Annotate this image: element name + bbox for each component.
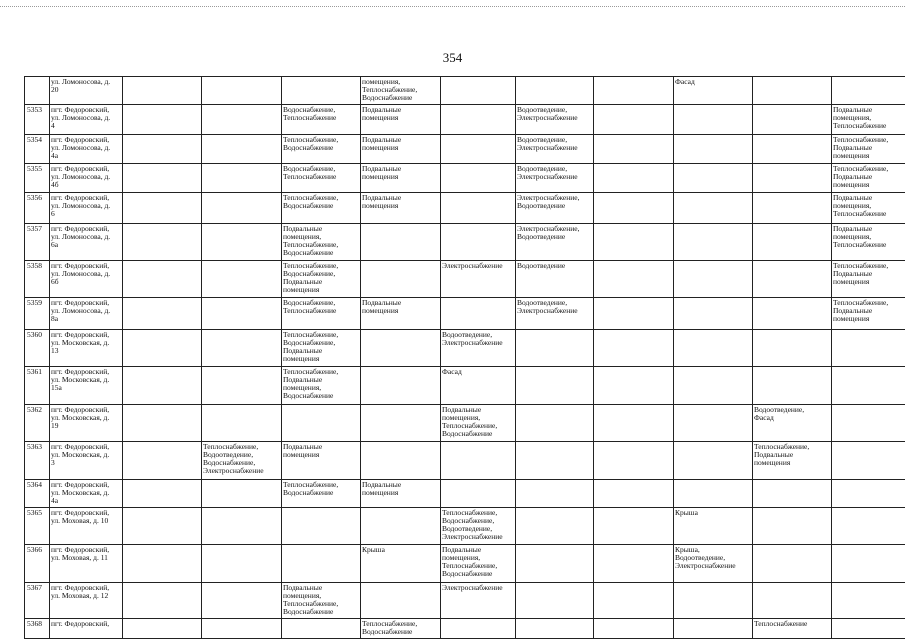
table-row bbox=[25, 545, 905, 583]
work-cell bbox=[361, 330, 441, 367]
work-cell bbox=[594, 330, 674, 367]
work-cell bbox=[753, 164, 832, 193]
work-cell bbox=[594, 261, 674, 298]
work-cell: Теплоснабжение, Подвальные помещения bbox=[832, 135, 905, 164]
work-cell bbox=[361, 367, 441, 405]
work-cell bbox=[832, 583, 905, 619]
work-cell bbox=[832, 545, 905, 583]
work-cell bbox=[832, 442, 905, 480]
work-cell: Фасад bbox=[674, 77, 753, 105]
row-number: 5367 bbox=[25, 583, 50, 619]
work-cell bbox=[282, 545, 361, 583]
address-cell: пгт. Федоровский, ул. Московская, д. 3 bbox=[50, 442, 123, 480]
work-cell: Водоотведение, Электроснабжение bbox=[516, 135, 594, 164]
scan-edge-line bbox=[0, 6, 905, 7]
work-cell bbox=[594, 77, 674, 105]
row-number: 5360 bbox=[25, 330, 50, 367]
work-cell: Подвальные помещения bbox=[361, 193, 441, 224]
work-cell bbox=[123, 105, 202, 135]
work-cell bbox=[832, 367, 905, 405]
work-cell bbox=[516, 583, 594, 619]
work-cell bbox=[516, 367, 594, 405]
row-number bbox=[25, 77, 50, 105]
work-cell bbox=[123, 330, 202, 367]
work-cell bbox=[516, 405, 594, 442]
work-cell bbox=[123, 224, 202, 261]
work-cell bbox=[674, 105, 753, 135]
work-cell bbox=[594, 193, 674, 224]
table-row bbox=[25, 77, 905, 105]
work-cell bbox=[202, 164, 282, 193]
work-cell bbox=[594, 405, 674, 442]
work-cell bbox=[674, 619, 753, 639]
table-row bbox=[25, 480, 905, 508]
table-row bbox=[25, 298, 905, 330]
work-cell bbox=[753, 298, 832, 330]
row-number: 5353 bbox=[25, 105, 50, 135]
row-number: 5362 bbox=[25, 405, 50, 442]
work-cell bbox=[202, 105, 282, 135]
work-cell bbox=[202, 583, 282, 619]
work-cell bbox=[594, 298, 674, 330]
work-cell: Подвальные помещения bbox=[361, 105, 441, 135]
work-cell bbox=[594, 135, 674, 164]
row-number: 5355 bbox=[25, 164, 50, 193]
work-cell: Теплоснабжение, Водоотведение, Водоснабжение, Электроснабжение bbox=[202, 442, 282, 480]
work-cell: Подвальные помещения, Теплоснабжение, Водоснабжение bbox=[282, 583, 361, 619]
repair-schedule-table bbox=[24, 76, 905, 639]
work-cell bbox=[594, 164, 674, 193]
table-row bbox=[25, 105, 905, 135]
row-number: 5361 bbox=[25, 367, 50, 405]
work-cell bbox=[202, 545, 282, 583]
work-cell bbox=[441, 224, 516, 261]
table-body bbox=[25, 77, 905, 639]
work-cell bbox=[594, 367, 674, 405]
row-number: 5358 bbox=[25, 261, 50, 298]
work-cell bbox=[282, 405, 361, 442]
work-cell bbox=[123, 367, 202, 405]
work-cell: Теплоснабжение, Водоснабжение bbox=[282, 135, 361, 164]
table-row bbox=[25, 330, 905, 367]
work-cell bbox=[441, 77, 516, 105]
work-cell bbox=[753, 545, 832, 583]
work-cell bbox=[832, 330, 905, 367]
work-cell bbox=[516, 77, 594, 105]
address-cell: пгт. Федоровский, bbox=[50, 619, 123, 639]
work-cell bbox=[516, 545, 594, 583]
table-row bbox=[25, 508, 905, 545]
work-cell bbox=[441, 619, 516, 639]
work-cell bbox=[123, 545, 202, 583]
work-cell bbox=[123, 261, 202, 298]
work-cell bbox=[674, 442, 753, 480]
work-cell bbox=[202, 298, 282, 330]
work-cell bbox=[202, 405, 282, 442]
work-cell bbox=[123, 619, 202, 639]
work-cell bbox=[674, 298, 753, 330]
work-cell bbox=[202, 367, 282, 405]
address-cell: пгт. Федоровский, ул. Московская, д. 15а bbox=[50, 367, 123, 405]
work-cell bbox=[361, 508, 441, 545]
address-cell: пгт. Федоровский, ул. Московская, д. 13 bbox=[50, 330, 123, 367]
work-cell bbox=[361, 261, 441, 298]
table-row bbox=[25, 261, 905, 298]
work-cell: Теплоснабжение, Подвальные помещения bbox=[832, 261, 905, 298]
work-cell: Подвальные помещения, Теплоснабжение, Водоснабжение bbox=[441, 405, 516, 442]
work-cell bbox=[753, 583, 832, 619]
work-cell bbox=[361, 442, 441, 480]
work-cell bbox=[441, 480, 516, 508]
row-number: 5365 bbox=[25, 508, 50, 545]
work-cell bbox=[832, 405, 905, 442]
work-cell: Электроснабжение bbox=[441, 261, 516, 298]
address-cell: пгт. Федоровский, ул. Ломоносова, д. 4 bbox=[50, 105, 123, 135]
work-cell bbox=[674, 164, 753, 193]
work-cell: Крыша bbox=[674, 508, 753, 545]
work-cell: Водоотведение, Фасад bbox=[753, 405, 832, 442]
work-cell: Подвальные помещения, Теплоснабжение bbox=[832, 105, 905, 135]
work-cell bbox=[674, 367, 753, 405]
work-cell: Водоотведение, Электроснабжение bbox=[516, 298, 594, 330]
work-cell bbox=[516, 619, 594, 639]
work-cell bbox=[441, 298, 516, 330]
table-row bbox=[25, 367, 905, 405]
work-cell bbox=[674, 583, 753, 619]
work-cell: Фасад bbox=[441, 367, 516, 405]
table-row bbox=[25, 442, 905, 480]
work-cell bbox=[674, 480, 753, 508]
address-cell: пгт. Федоровский, ул. Моховая, д. 12 bbox=[50, 583, 123, 619]
address-cell: пгт. Федоровский, ул. Ломоносова, д. 4б bbox=[50, 164, 123, 193]
work-cell bbox=[753, 508, 832, 545]
work-cell: Подвальные помещения bbox=[361, 480, 441, 508]
work-cell: Теплоснабжение, Водоснабжение bbox=[282, 193, 361, 224]
table-row bbox=[25, 583, 905, 619]
page-number: 354 bbox=[442, 50, 463, 65]
work-cell: Теплоснабжение bbox=[753, 619, 832, 639]
work-cell: Подвальные помещения, Теплоснабжение bbox=[832, 224, 905, 261]
work-cell bbox=[516, 442, 594, 480]
work-cell bbox=[202, 77, 282, 105]
work-cell bbox=[202, 330, 282, 367]
work-cell bbox=[753, 330, 832, 367]
work-cell bbox=[753, 77, 832, 105]
work-cell bbox=[674, 193, 753, 224]
address-cell: пгт. Федоровский, ул. Ломоносова, д. 6а bbox=[50, 224, 123, 261]
work-cell bbox=[282, 619, 361, 639]
work-cell: Электроснабжение, Водоотведение bbox=[516, 224, 594, 261]
work-cell: Водоснабжение, Теплоснабжение bbox=[282, 105, 361, 135]
work-cell bbox=[361, 583, 441, 619]
work-cell bbox=[441, 193, 516, 224]
work-cell: помещения, Теплоснабжение, Водоснабжение bbox=[361, 77, 441, 105]
address-cell: пгт. Федоровский, ул. Ломоносова, д. 8а bbox=[50, 298, 123, 330]
work-cell bbox=[282, 508, 361, 545]
work-cell bbox=[202, 261, 282, 298]
work-cell bbox=[753, 224, 832, 261]
work-cell: Электроснабжение bbox=[441, 583, 516, 619]
work-cell: Водоснабжение, Теплоснабжение bbox=[282, 164, 361, 193]
work-cell bbox=[674, 135, 753, 164]
address-cell: пгт. Федоровский, ул. Моховая, д. 11 bbox=[50, 545, 123, 583]
row-number: 5364 bbox=[25, 480, 50, 508]
row-number: 5354 bbox=[25, 135, 50, 164]
work-cell bbox=[202, 480, 282, 508]
work-cell bbox=[753, 480, 832, 508]
work-cell bbox=[202, 619, 282, 639]
work-cell bbox=[123, 442, 202, 480]
work-cell bbox=[361, 405, 441, 442]
row-number: 5363 bbox=[25, 442, 50, 480]
work-cell: Теплоснабжение, Водоснабжение, Подвальные помещения bbox=[282, 261, 361, 298]
work-cell bbox=[123, 193, 202, 224]
row-number: 5366 bbox=[25, 545, 50, 583]
work-cell bbox=[594, 619, 674, 639]
work-cell: Электроснабжение, Водоотведение bbox=[516, 193, 594, 224]
work-cell bbox=[832, 619, 905, 639]
table-row bbox=[25, 164, 905, 193]
work-cell bbox=[441, 135, 516, 164]
address-cell: пгт. Федоровский, ул. Ломоносова, д. 4а bbox=[50, 135, 123, 164]
work-cell bbox=[516, 480, 594, 508]
work-cell bbox=[202, 508, 282, 545]
work-cell bbox=[832, 480, 905, 508]
work-cell bbox=[832, 508, 905, 545]
work-cell bbox=[123, 135, 202, 164]
work-cell bbox=[361, 224, 441, 261]
work-cell bbox=[594, 480, 674, 508]
work-cell bbox=[594, 508, 674, 545]
work-cell: Водоотведение, Электроснабжение bbox=[441, 330, 516, 367]
work-cell bbox=[594, 224, 674, 261]
address-cell: ул. Ломоносова, д. 20 bbox=[50, 77, 123, 105]
work-cell bbox=[123, 164, 202, 193]
work-cell: Подвальные помещения bbox=[361, 135, 441, 164]
table-row bbox=[25, 224, 905, 261]
work-cell: Подвальные помещения bbox=[282, 442, 361, 480]
work-cell: Теплоснабжение, Водоснабжение bbox=[282, 480, 361, 508]
work-cell: Водоснабжение, Теплоснабжение bbox=[282, 298, 361, 330]
work-cell bbox=[123, 405, 202, 442]
work-cell: Теплоснабжение, Подвальные помещения bbox=[832, 298, 905, 330]
work-cell bbox=[282, 77, 361, 105]
table-row bbox=[25, 135, 905, 164]
work-cell bbox=[753, 193, 832, 224]
address-cell: пгт. Федоровский, ул. Ломоносова, д. 6 bbox=[50, 193, 123, 224]
work-cell: Крыша bbox=[361, 545, 441, 583]
work-cell bbox=[753, 135, 832, 164]
table-row bbox=[25, 193, 905, 224]
work-cell: Теплоснабжение, Подвальные помещения bbox=[753, 442, 832, 480]
work-cell: Подвальные помещения, Теплоснабжение bbox=[832, 193, 905, 224]
work-cell bbox=[202, 193, 282, 224]
table-row bbox=[25, 405, 905, 442]
address-cell: пгт. Федоровский, ул. Московская, д. 4а bbox=[50, 480, 123, 508]
address-cell: пгт. Федоровский, ул. Моховая, д. 10 bbox=[50, 508, 123, 545]
work-cell: Подвальные помещения, Теплоснабжение, Водоснабжение bbox=[282, 224, 361, 261]
work-cell bbox=[594, 105, 674, 135]
row-number: 5356 bbox=[25, 193, 50, 224]
work-cell: Подвальные помещения bbox=[361, 164, 441, 193]
work-cell bbox=[516, 330, 594, 367]
work-cell: Водоотведение, Электроснабжение bbox=[516, 164, 594, 193]
work-cell bbox=[123, 583, 202, 619]
row-number: 5368 bbox=[25, 619, 50, 639]
work-cell: Теплоснабжение, Водоснабжение, Подвальные помещения bbox=[282, 330, 361, 367]
work-cell bbox=[753, 261, 832, 298]
work-cell bbox=[753, 105, 832, 135]
work-cell bbox=[674, 405, 753, 442]
row-number: 5357 bbox=[25, 224, 50, 261]
work-cell bbox=[202, 135, 282, 164]
work-cell bbox=[441, 164, 516, 193]
work-cell: Теплоснабжение, Подвальные помещения, Водоснабжение bbox=[282, 367, 361, 405]
work-cell bbox=[674, 330, 753, 367]
work-cell bbox=[594, 545, 674, 583]
work-cell bbox=[832, 77, 905, 105]
row-number: 5359 bbox=[25, 298, 50, 330]
work-cell bbox=[123, 480, 202, 508]
work-cell bbox=[202, 224, 282, 261]
work-cell bbox=[753, 367, 832, 405]
table-row bbox=[25, 619, 905, 639]
work-cell bbox=[674, 224, 753, 261]
work-cell: Подвальные помещения bbox=[361, 298, 441, 330]
work-cell: Подвальные помещения, Теплоснабжение, Водоснабжение bbox=[441, 545, 516, 583]
work-cell: Теплоснабжение, Подвальные помещения bbox=[832, 164, 905, 193]
work-cell bbox=[441, 105, 516, 135]
work-cell bbox=[674, 261, 753, 298]
work-cell bbox=[123, 298, 202, 330]
address-cell: пгт. Федоровский, ул. Московская, д. 19 bbox=[50, 405, 123, 442]
address-cell: пгт. Федоровский, ул. Ломоносова, д. 6б bbox=[50, 261, 123, 298]
work-cell bbox=[594, 583, 674, 619]
work-cell bbox=[594, 442, 674, 480]
work-cell: Теплоснабжение, Водоснабжение bbox=[361, 619, 441, 639]
work-cell: Теплоснабжение, Водоснабжение, Водоотведение, Электроснабжение bbox=[441, 508, 516, 545]
work-cell bbox=[123, 508, 202, 545]
work-cell bbox=[441, 442, 516, 480]
work-cell bbox=[123, 77, 202, 105]
work-cell bbox=[516, 508, 594, 545]
work-cell: Крыша, Водоотведение, Электроснабжение bbox=[674, 545, 753, 583]
work-cell: Водоотведение bbox=[516, 261, 594, 298]
work-cell: Водоотведение, Электроснабжение bbox=[516, 105, 594, 135]
